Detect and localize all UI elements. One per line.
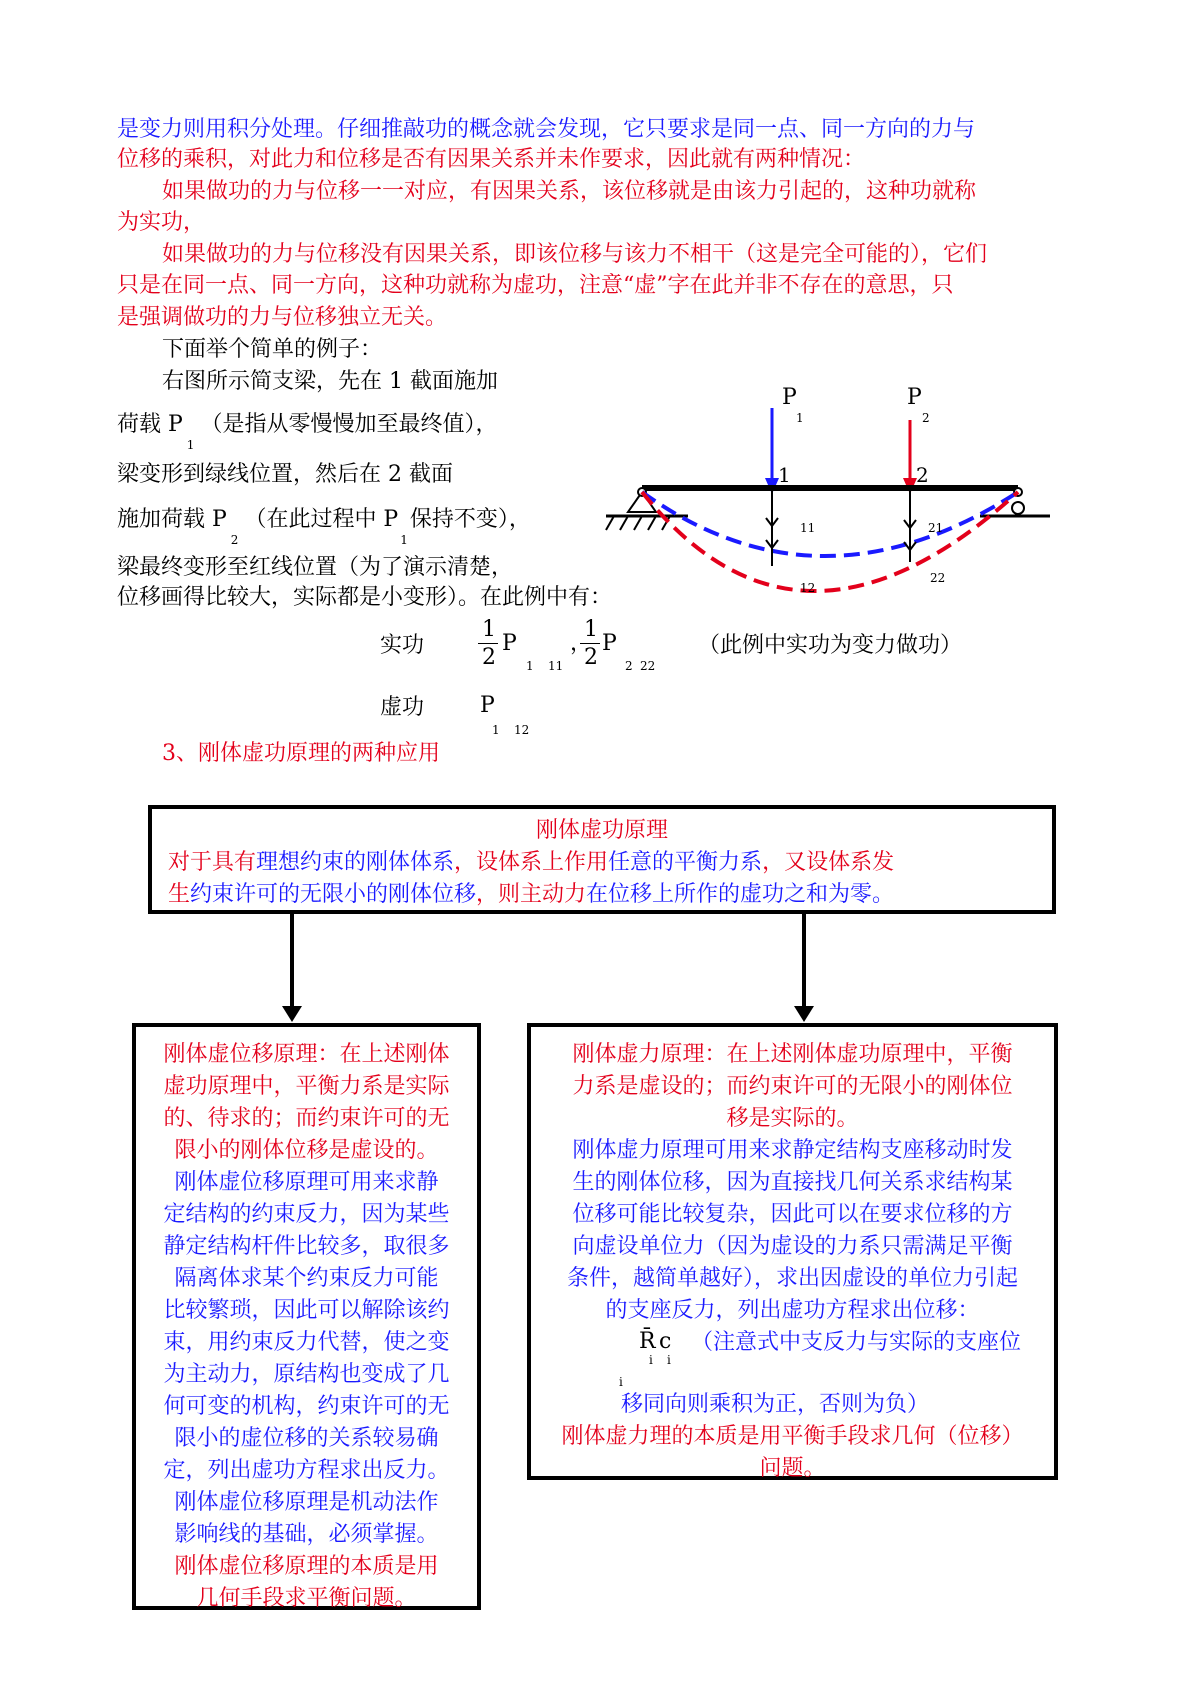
intro-line-2: 位移的乘积，对此力和位移是否有因果关系并未作要求，因此就有两种情况： — [117, 147, 866, 172]
top-box-l2-c: ，则主动力 — [476, 882, 587, 907]
top-box-l1-a: 对于具有 — [168, 850, 257, 875]
section-1-label: 1 — [778, 463, 791, 487]
delta-22-label: 22 — [930, 571, 946, 585]
left-box-r4: 限小的刚体位移是虚设的。 — [174, 1138, 439, 1163]
P2-sub: 2 — [625, 659, 633, 673]
top-box-l1-e: ，又设体系发 — [762, 850, 895, 875]
top-box-l1-d: 任意的平衡力系 — [608, 850, 763, 875]
P1-label: P — [782, 385, 797, 410]
red-deflection-curve — [642, 492, 1018, 591]
right-box-b7: （注意式中支反力与实际的支座位 — [691, 1330, 1022, 1355]
right-box-b2: 生的刚体位移，因为直接找几何关系求结构某 — [572, 1170, 1013, 1195]
left-box-b12: 影响线的基础，必须掌握。 — [174, 1522, 439, 1547]
real-work-note: （此例中实功为变力做功） — [698, 633, 963, 658]
example-sub-3: 1 — [400, 533, 408, 547]
intro-line-6: 只是在同一点、同一方向，这种功就称为虚功，注意“虚”字在此并非不存在的意思，只 — [117, 273, 954, 298]
delta-11-label: 11 — [800, 521, 816, 535]
example-line-3 — [117, 411, 498, 452]
right-connector-arrowhead — [794, 1006, 814, 1022]
right-box-b1: 刚体虚力原理可用来求静定结构支座移动时发 — [572, 1138, 1013, 1163]
frac2-bar — [580, 643, 600, 644]
left-box-b11: 刚体虚位移原理是机动法作 — [174, 1490, 439, 1515]
example-sub-1: 1 — [186, 438, 195, 452]
frac2-num: 1 — [584, 617, 598, 642]
right-box-r4: 刚体虚力理的本质是用平衡手段求几何（位移） — [561, 1424, 1024, 1449]
intro-line-4: 为实功， — [117, 210, 206, 235]
example-line-5 — [117, 506, 531, 547]
left-box-b1: 刚体虚位移原理可用来求静 — [174, 1170, 439, 1195]
left-box-b6: 束，用约束反力代替，使之变 — [163, 1330, 450, 1355]
right-box-formula-row — [531, 1327, 1054, 1393]
left-box-r5: 刚体虚位移原理的本质是用 — [174, 1554, 439, 1579]
d11-sub: 11 — [548, 659, 564, 673]
formula-i-2: i — [667, 1353, 671, 1367]
left-box-b10: 定，列出虚功方程求出反力。 — [163, 1458, 450, 1483]
P1-symbol: P — [502, 631, 517, 656]
left-box-r6: 几何手段求平衡问题。 — [196, 1586, 417, 1611]
right-box-b5: 条件，越简单越好），求出因虚设的单位力引起 — [566, 1266, 1018, 1291]
P1-sub: 1 — [526, 659, 534, 673]
left-box-b8: 何可变的机构，约束许可的无 — [163, 1394, 450, 1419]
intro-line-7: 是强调做功的力与位移独立无关。 — [117, 305, 448, 330]
top-box-l1-b: 理想约束的刚体体系 — [256, 850, 455, 875]
frac1-num: 1 — [482, 617, 496, 642]
top-box-l2-b: 约束许可的无限小的刚体位移 — [190, 882, 477, 907]
left-box-b4: 隔离体求某个约束反力可能 — [174, 1266, 439, 1291]
rigid-virtual-work-box — [148, 805, 1056, 914]
P1-label-sub: 1 — [796, 411, 804, 425]
P2-label-sub: 2 — [922, 411, 930, 425]
left-box-r1: 刚体虚位移原理：在上述刚体 — [163, 1042, 450, 1067]
example-line-2: 右图所示简支梁，先在 1 截面施加 — [162, 369, 498, 394]
top-box-title: 刚体虚功原理 — [535, 818, 668, 843]
right-box-r2: 力系是虚设的；而约束许可的无限小的刚体位 — [572, 1074, 1013, 1099]
right-box-r5: 问题。 — [759, 1456, 826, 1481]
top-box-line-1 — [152, 847, 1052, 879]
intro-line-1: 是变力则用积分处理。仔细推敲功的概念就会发现，它只要求是同一点、同一方向的力与 — [117, 117, 976, 142]
top-box-line-2 — [152, 879, 1052, 911]
delta-12-label: 12 — [800, 581, 816, 595]
example-line-4: 梁变形到绿线位置，然后在 2 截面 — [117, 462, 453, 487]
example-sub-2: 2 — [230, 533, 239, 547]
left-box-b5: 比较繁琐，因此可以解除该约 — [163, 1298, 450, 1323]
formula-comma: ， — [570, 631, 593, 656]
frac2-den: 2 — [584, 645, 598, 670]
top-box-l1-c: ，设体系上作用 — [454, 850, 609, 875]
intro-line-3: 如果做功的力与位移一一对应，有因果关系，该位移就是由该力引起的，这种功就称 — [162, 179, 977, 204]
d12-sub: 12 — [514, 723, 530, 737]
section-2-label: 2 — [916, 463, 929, 487]
example-line-7: 位移画得比较大，实际都是小变形）。在此例中有： — [117, 585, 613, 610]
example-line-5c: 保持不变）， — [409, 507, 531, 532]
P1-sub-virtual: 1 — [492, 723, 500, 737]
example-line-3a: 荷载 P — [117, 412, 183, 437]
example-line-5b: （在此过程中 P — [244, 507, 399, 532]
virtual-work-label: 虚功 — [380, 695, 425, 720]
P2-label: P — [907, 385, 922, 410]
virtual-force-box — [527, 1023, 1058, 1480]
frac1-den: 2 — [482, 645, 496, 670]
left-connector-arrowhead — [282, 1006, 302, 1022]
formula-i-1: i — [649, 1353, 653, 1367]
P1-symbol-virtual: P — [480, 693, 495, 718]
virtual-displacement-box — [132, 1023, 481, 1610]
top-box-l2-a: 生 — [168, 882, 191, 907]
left-box-r2: 虚功原理中，平衡力系是实际 — [163, 1074, 450, 1099]
left-box-r3: 的、待求的；而约束许可的无 — [163, 1106, 450, 1131]
formula-R-bar: R̄ — [639, 1329, 656, 1354]
example-line-1: 下面举个简单的例子： — [162, 337, 383, 362]
top-box-l2-d: 在位移上所作的虚功之和为零。 — [586, 882, 895, 907]
right-box-b6: 的支座反力，列出虚功方程求出位移： — [605, 1298, 980, 1323]
intro-line-5: 如果做功的力与位移没有因果关系，即该位移与该力不相干（这是完全可能的），它们 — [162, 242, 988, 267]
example-line-5a: 施加荷载 P — [117, 507, 227, 532]
left-box-b9: 限小的虚位移的关系较易确 — [174, 1426, 439, 1451]
formula-c: c — [659, 1329, 672, 1354]
formula-i-3: i — [619, 1375, 623, 1389]
frac1-bar — [478, 643, 498, 644]
right-box-b4: 向虚设单位力（因为虚设的力系只需满足平衡 — [572, 1234, 1013, 1259]
right-box-r3: 移是实际的。 — [726, 1106, 859, 1131]
right-connector-line — [802, 914, 806, 1012]
P2-symbol: P — [602, 631, 617, 656]
section-heading: 3、刚体虚功原理的两种应用 — [162, 741, 440, 766]
right-box-r1: 刚体虚力原理：在上述刚体虚功原理中，平衡 — [572, 1042, 1013, 1067]
left-box-b2: 定结构的约束反力，因为某些 — [163, 1202, 450, 1227]
d22-sub: 22 — [640, 659, 656, 673]
right-box-b3: 位移可能比较复杂，因此可以在要求位移的方 — [572, 1202, 1013, 1227]
real-work-label: 实功 — [380, 633, 425, 658]
example-line-3b: （是指从零慢慢加至最终值）， — [200, 412, 498, 437]
example-line-6: 梁最终变形至红线位置（为了演示清楚， — [117, 555, 514, 580]
beam-diagram — [600, 380, 1060, 610]
left-box-b7: 为主动力，原结构也变成了几 — [163, 1362, 450, 1387]
right-box-b8: 移同向则乘积为正，否则为负） — [621, 1392, 930, 1417]
delta-21-label: 21 — [928, 521, 944, 535]
left-connector-line — [290, 914, 294, 1012]
left-box-b3: 静定结构杆件比较多，取很多 — [163, 1234, 450, 1259]
